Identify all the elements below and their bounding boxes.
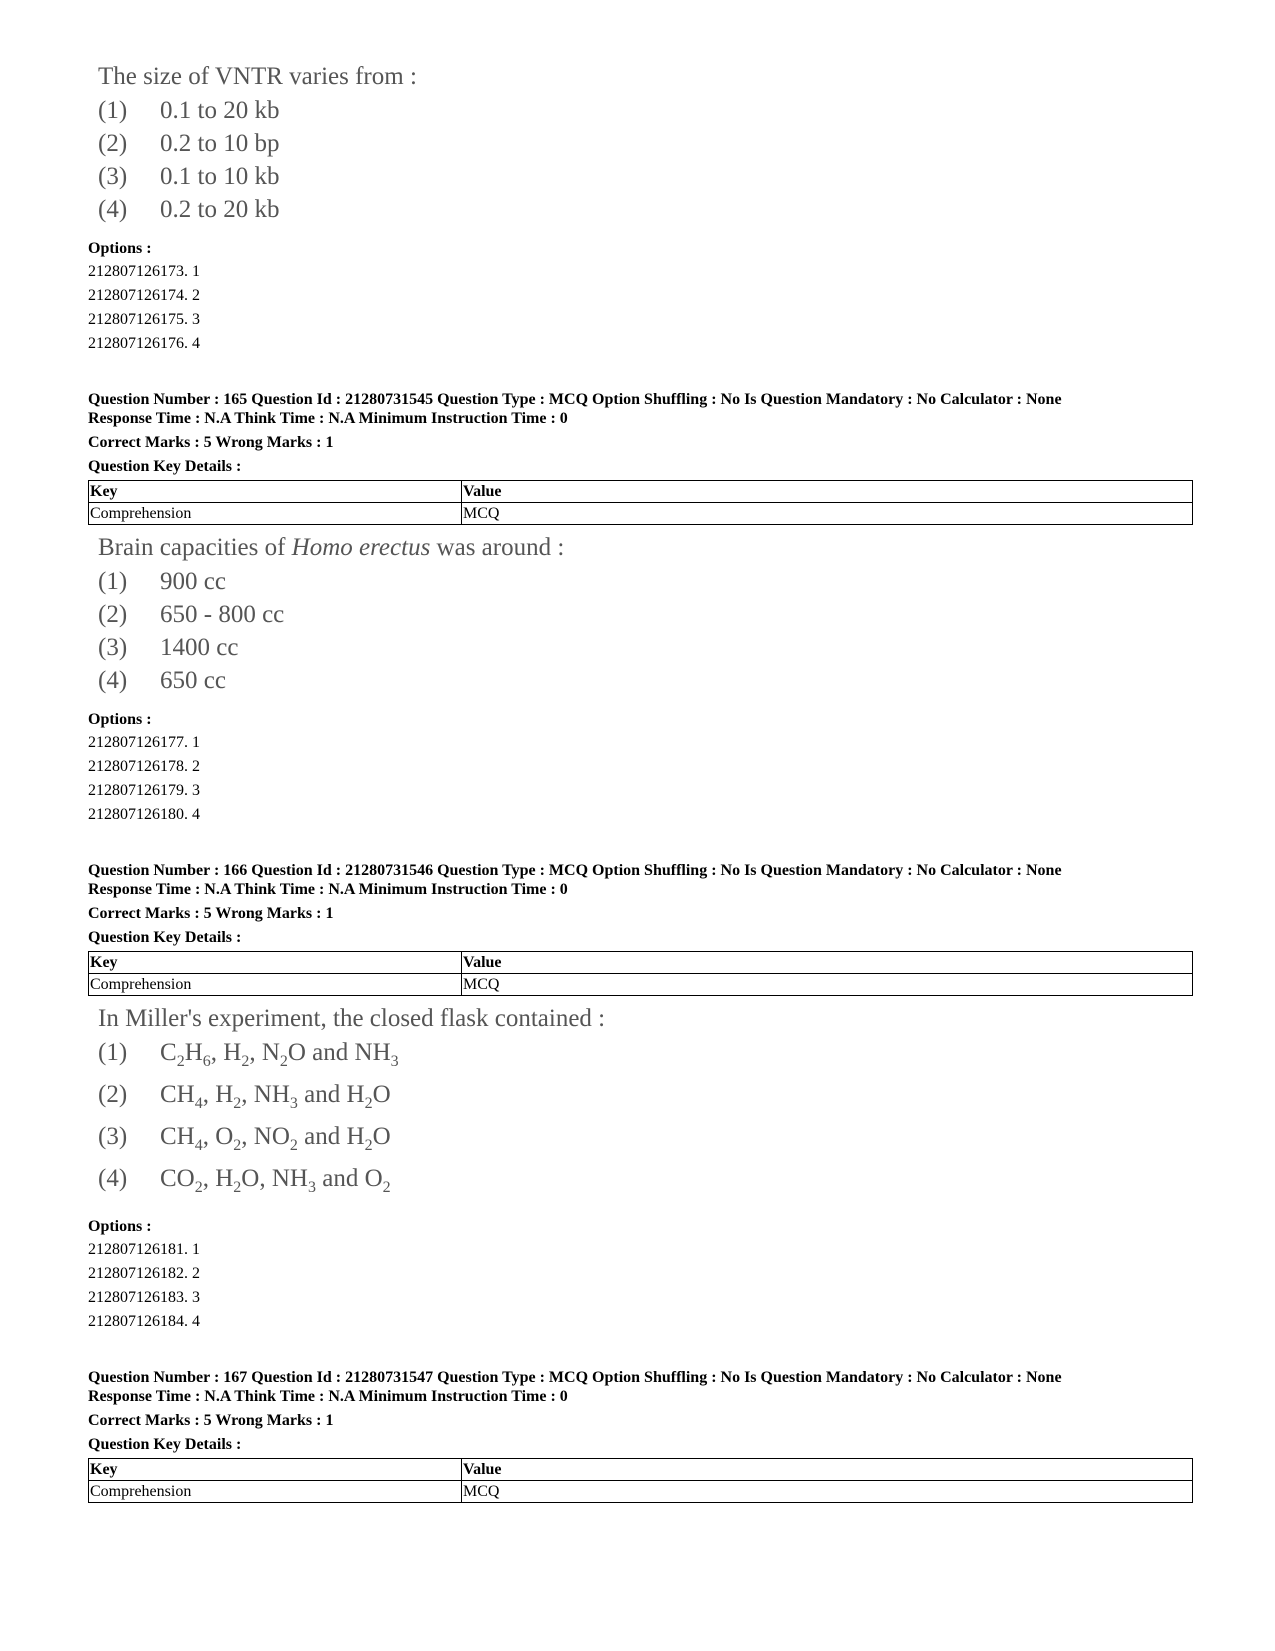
question-option: (1) 0.1 to 20 kb	[98, 97, 280, 124]
table-header-value: Value	[462, 952, 1193, 974]
marks-line: Correct Marks : 5 Wrong Marks : 1	[88, 434, 334, 451]
question-167-header	[88, 1368, 1188, 1406]
question-meta: Question Number : 165 Question Id : 21280731545 Question Type : MCQ Option Shuffling : No Is Question Mandatory : No Calculator : None	[88, 391, 1062, 408]
question-165-header	[88, 390, 1188, 428]
marks-line: Correct Marks : 5 Wrong Marks : 1	[88, 1412, 334, 1429]
question-stem: Brain capacities of Homo erectus was around :	[98, 534, 565, 561]
key-details-label: Question Key Details :	[88, 1436, 242, 1453]
question-meta: Response Time : N.A Think Time : N.A Minimum Instruction Time : 0	[88, 1388, 568, 1405]
option-id: 212807126176. 4	[88, 335, 200, 352]
table-cell-key: Comprehension	[89, 1481, 462, 1503]
question-meta: Question Number : 167 Question Id : 21280731547 Question Type : MCQ Option Shuffling : No Is Question Mandatory : No Calculator : None	[88, 1369, 1062, 1386]
option-id: 212807126174. 2	[88, 287, 200, 304]
question-meta: Question Number : 166 Question Id : 21280731546 Question Type : MCQ Option Shuffling : No Is Question Mandatory : No Calculator : None	[88, 862, 1062, 879]
key-details-label: Question Key Details :	[88, 929, 242, 946]
table-cell-value: MCQ	[462, 503, 1193, 525]
table-cell-key: Comprehension	[89, 503, 462, 525]
question-166-header	[88, 861, 1188, 899]
key-table	[88, 480, 1193, 525]
table-cell-value: MCQ	[462, 1481, 1193, 1503]
table-header-value: Value	[462, 481, 1193, 503]
question-stem: In Miller's experiment, the closed flask contained :	[98, 1005, 606, 1032]
option-id: 212807126182. 2	[88, 1265, 200, 1282]
question-option: (1) 900 cc	[98, 568, 226, 595]
question-option: (1) $C_2H_6$, $H_2$, $N_2O$ and $NH_3$	[98, 1039, 399, 1070]
key-details-label: Question Key Details :	[88, 458, 242, 475]
question-option: (3) 0.1 to 10 kb	[98, 163, 280, 190]
option-id: 212807126179. 3	[88, 782, 200, 799]
question-165-image	[88, 531, 1188, 697]
table-header-key: Key	[89, 1459, 462, 1481]
table-header-key: Key	[89, 952, 462, 974]
table-header-key: Key	[89, 481, 462, 503]
question-meta: Response Time : N.A Think Time : N.A Minimum Instruction Time : 0	[88, 881, 568, 898]
table-cell-key: Comprehension	[89, 974, 462, 996]
question-option: (3) $CH_4$, $O_2$, $NO_2$ and $H_2O$	[98, 1123, 391, 1154]
table-header-value: Value	[462, 1459, 1193, 1481]
key-table	[88, 951, 1193, 996]
question-option: (4) $CO_2$, $H_2O$, $NH_3$ and $O_2$	[98, 1165, 391, 1196]
question-option: (3) 1400 cc	[98, 634, 239, 661]
marks-line: Correct Marks : 5 Wrong Marks : 1	[88, 905, 334, 922]
question-stem: The size of VNTR varies from :	[98, 63, 417, 90]
question-164-image	[88, 60, 1188, 226]
question-meta: Response Time : N.A Think Time : N.A Minimum Instruction Time : 0	[88, 410, 568, 427]
option-id: 212807126180. 4	[88, 806, 200, 823]
document-page	[88, 60, 1188, 1503]
question-166-image	[88, 1002, 1188, 1204]
option-id: 212807126175. 3	[88, 311, 200, 328]
question-option: (2) 650 - 800 cc	[98, 601, 285, 628]
options-label: Options :	[88, 1218, 152, 1235]
option-id: 212807126183. 3	[88, 1289, 200, 1306]
option-id: 212807126181. 1	[88, 1241, 200, 1258]
option-id: 212807126177. 1	[88, 734, 200, 751]
option-id: 212807126178. 2	[88, 758, 200, 775]
options-label: Options :	[88, 711, 152, 728]
option-id: 212807126184. 4	[88, 1313, 200, 1330]
options-label: Options :	[88, 240, 152, 257]
question-option: (2) 0.2 to 10 bp	[98, 130, 280, 157]
key-table	[88, 1458, 1193, 1503]
question-option: (4) 650 cc	[98, 667, 226, 694]
question-option: (2) $CH_4$, $H_2$, $NH_3$ and $H_2O$	[98, 1081, 391, 1112]
option-id: 212807126173. 1	[88, 263, 200, 280]
question-option: (4) 0.2 to 20 kb	[98, 196, 280, 223]
table-cell-value: MCQ	[462, 974, 1193, 996]
